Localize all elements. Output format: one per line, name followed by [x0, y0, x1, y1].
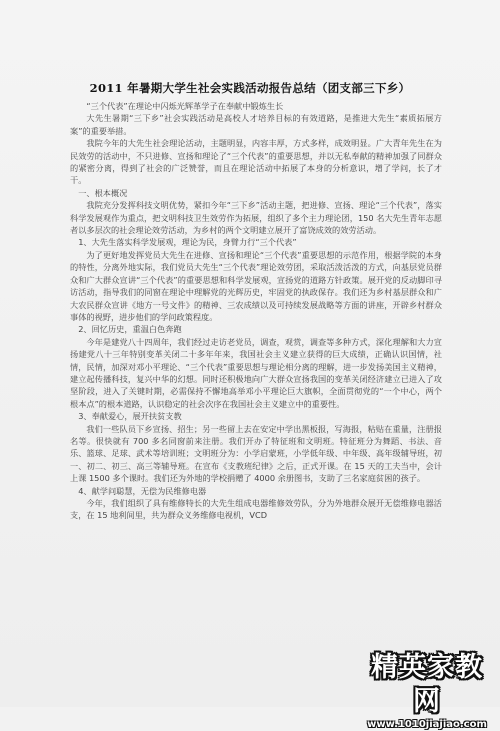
section-heading-4: 4、献学问聪慧，无偿为民维修电器: [78, 485, 207, 496]
paragraph-section-2: 今年是建党八十四周年，我们经过走访老党员，调查，观赏，调查等多种方式，深化理解和大力宣扬建党八十三年特别变革关闭二十多年年来，我国社会主义建立获得的巨大成绩，正确认识国情，社情，民情，加深对邓小平理论、“三个代表”重要思想与理论相分离的理解，进一步发扬美国主义精神，建立起传播科技，复兴中华的幻想。同时还积极地向广大群众宣扬我国的变革关闭经济建立已进入了攻坚阶段，进入了关键时期，必需保持不懈地高举邓小平理论巨大旗帜，全面贯彻党的“一个中心，两个根本点”的根本道路，认识稳定的社会次序在我国社会主义建立中的重要性。: [70, 336, 442, 409]
paragraph-section-3: 我们一些队员下乡宣扬、招生；另一些留上去在安定中学出黑板报，写海报，粘贴在重量，注册报名等。很快就有 700 多名同窗前来注册。我们开办了特征班和文明班。特征班分为舞蹈、书法、音乐、篮球、足球、武术等培训班；文明班分为：小学启蒙班，小学低年级、中年级、高年级辅导班，初一、初二、初三、高三等辅导班。在宣布《支教班纪律》之后，正式开课。在 15 天的工夫当中，会计上课 1500 多个课时。我们还为外地的学校捐赠了 4000 余册图书，支助了三名家庭贫困的孩子。: [70, 423, 442, 484]
paragraph-section-1: 为了更好地发挥党员大先生在进修、宣扬和理论“三个代表”重要思想的示范作用，根据学院的本身的特性，分离外地实际，我们党员大先生“三个代表”理论效劳团，采取活泼活泼的方式，向基层党员群众和广大群众宣讲“三个代表”的重要思想和科学发展观，宣扬党的道路方针政策。展开党的反动脚印寻访活动，指导我们的同窗在理论中理解党的光辉历史，牢固党的执政保存。我们还为乡村基层群众和广大农民群众宣讲《地方一号文件》的精神、三农成绩以及可持续发展战略等方面的讲座，开辟乡村群众事体的视野，进步他们的学问政策程度。: [70, 249, 442, 322]
watermark-url: www.1010jiajiao.com: [367, 719, 487, 730]
section-heading-3: 3、奉献爱心，展开扶贫支教: [78, 411, 182, 422]
paragraph-section-4: 今年，我们组织了具有维修特长的大先生组成电器维修效劳队，分为外地群众展开无偿维修电器活支，在 15 地利间里，共为群众义务维修电视机，VCD: [70, 498, 442, 521]
paragraph-intro-2: 我院今年的大先生社会理论活动，主题明显，内容丰厚，方式多样，成效明显。广大青年先生在为民效劳的活动中，不只进修、宣扬和理论了“三个代表”的重要思想，并以无私奉献的精神加强了同群众的紧密分离，得到了社会的广泛赞誉，而且在理论活动中拓展了本身的分析意识，增了学问，长了才干。: [70, 138, 442, 186]
document-title: 2011 年暑期大学生社会实践活动报告总结（团支部三下乡）: [89, 81, 411, 95]
paragraph-intro-slogan: “三个代表”在理论中闪烁光辉革学子在奉献中锻炼生长: [86, 101, 284, 111]
paragraph-intro-1: 大先生暑期“三下乡”社会实践活动是高校人才培养目标的有效道路，是推进大先生“素质拓展方案”的重要举措。: [70, 113, 442, 136]
section-heading-overview: 一、根本概况: [78, 187, 128, 198]
paragraph-overview: 我院充分发挥科技文明优势，紧扣今年“三下乡”活动主题，把进修、宣扬、理论“三个代表”，落实科学发展观作为重点，把文明科技卫生效劳作为拓展，组织了多个主力理论团，150 名大先生青年志愿者以多层次的社会理论效劳活动，为乡村的两个文明建立展开了富饶成效的效劳活动。: [70, 200, 442, 236]
site-watermark-logo: [362, 651, 492, 730]
document-body: [70, 100, 442, 522]
section-heading-2: 2、回忆历史，重温白色奔跑: [78, 324, 182, 335]
watermark-brand: 精英家教网: [371, 652, 483, 717]
section-heading-1: 1、大先生落实科学发展观，理论为民，身臂力行“三个代表”: [78, 237, 297, 248]
